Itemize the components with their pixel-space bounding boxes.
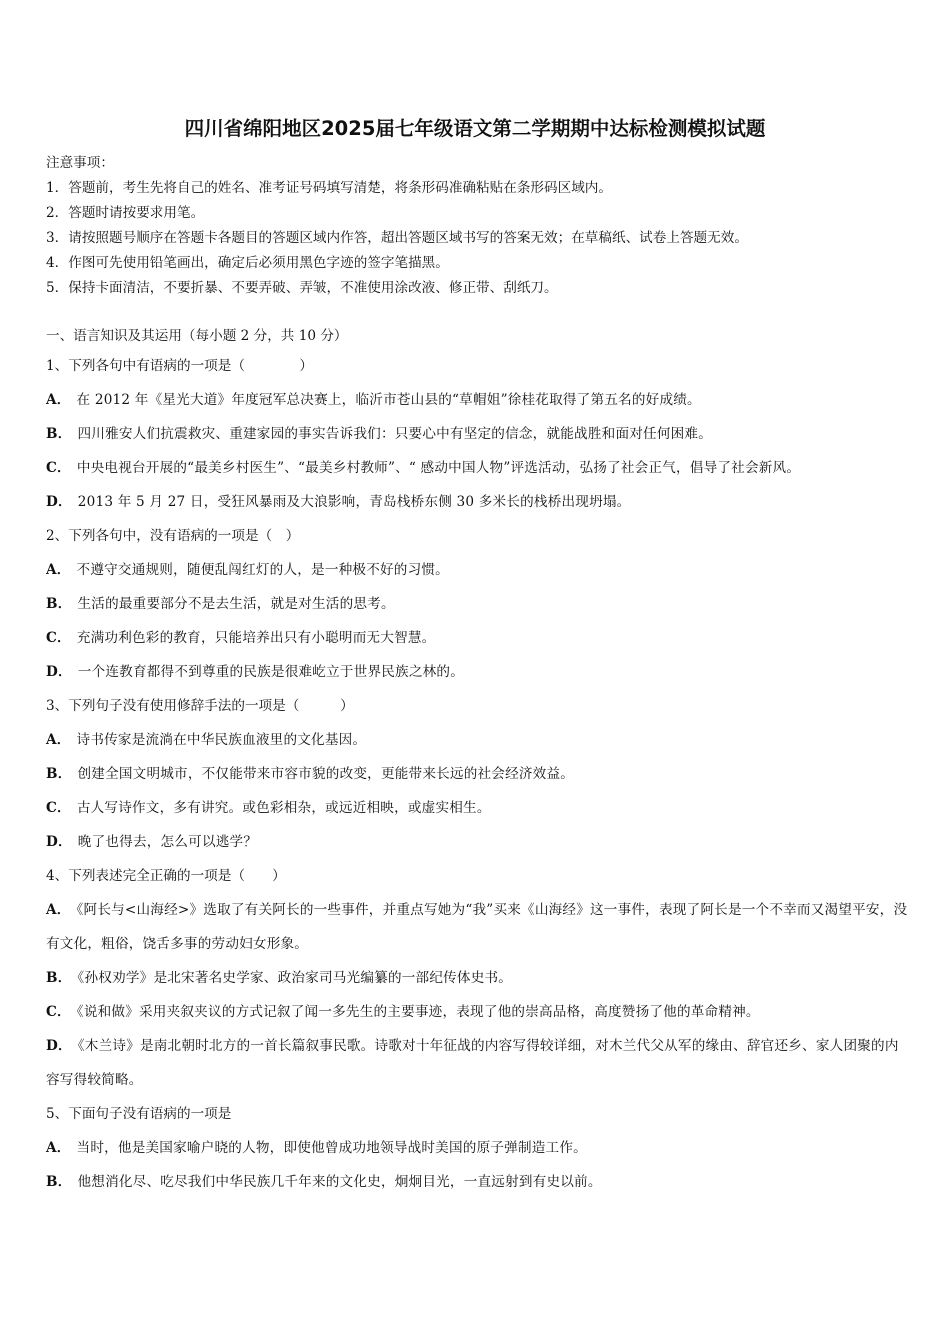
- option-text: 晚了也得去，怎么可以逃学？: [77, 834, 258, 850]
- option-text: 当时，他是美国家喻户晓的人物，即使他曾成功地领导战时美国的原子弹制造工作。: [76, 1140, 587, 1156]
- option-text: 在 2012 年《星光大道》年度冠军总决赛上，临沂市苍山县的“草帽姐”徐桂花取得了第五名的好成绩。: [76, 392, 701, 408]
- question-5: [46, 1097, 912, 1199]
- option-label: B．: [46, 596, 72, 612]
- option-label: C．: [46, 630, 71, 646]
- notes-item: 1．答题前，考生先将自己的姓名、准考证号码填写清楚，将条形码准确粘贴在条形码区域内。: [46, 180, 612, 196]
- option-label: B．: [46, 970, 72, 986]
- question-stem: 3、下列句子没有使用修辞手法的一项是（ ）: [46, 698, 354, 714]
- option-label: A．: [46, 392, 71, 408]
- option-a: [46, 383, 912, 417]
- option-c: [46, 451, 912, 485]
- question-stem: 4、下列表述完全正确的一项是（ ）: [46, 868, 286, 884]
- notes-item: 5．保持卡面清洁，不要折暴、不要弄破、弄皱，不准使用涂改液、修正带、刮纸刀。: [46, 280, 558, 296]
- option-d: [46, 1029, 912, 1097]
- notes-block: [46, 151, 916, 301]
- option-label: C．: [46, 800, 71, 816]
- notes-item: 2．答题时请按要求用笔。: [46, 205, 205, 221]
- option-text: 一个连教育都得不到尊重的民族是很难屹立于世界民族之林的。: [77, 664, 465, 680]
- option-label: C．: [46, 460, 71, 476]
- option-label: A．: [46, 902, 71, 918]
- option-d: [46, 825, 912, 859]
- option-text: 2013 年 5 月 27 日，受狂风暴雨及大浪影响，青岛栈桥东侧 30 多米长的栈桥出现坍塌。: [77, 494, 631, 510]
- option-label: A．: [46, 732, 71, 748]
- option-label: A．: [46, 1140, 71, 1156]
- option-label: D．: [46, 1038, 72, 1054]
- question-stem: 5、下面句子没有语病的一项是: [46, 1106, 232, 1122]
- option-text: 诗书传家是流淌在中华民族血液里的文化基因。: [76, 732, 367, 748]
- option-label: A．: [46, 562, 71, 578]
- option-d: [46, 485, 912, 519]
- notes-item: 3．请按照题号顺序在答题卡各题目的答题区域内作答，超出答题区域书写的答案无效；在草稿纸、试卷上答题无效。: [46, 230, 748, 246]
- option-text: 古人写诗作文，多有讲究。或色彩相杂，或远近相映，或虚实相生。: [76, 800, 491, 816]
- option-b: [46, 961, 912, 995]
- option-label: C．: [46, 1004, 71, 1020]
- option-label: D．: [46, 664, 72, 680]
- option-text: 中央电视台开展的“最美乡村医生”、“最美乡村教师”、“ 感动中国人物”评选活动，弘扬了社会正气，倡导了社会新风。: [76, 460, 801, 476]
- option-a: [46, 723, 912, 757]
- questions-area: [46, 323, 912, 1199]
- option-a: [46, 553, 912, 587]
- notes-heading: 注意事项：: [46, 155, 114, 171]
- page-title: 四川省绵阳地区2025届七年级语文第二学期期中达标检测模拟试题: [184, 117, 766, 140]
- option-label: D．: [46, 494, 72, 510]
- question-2: [46, 519, 912, 689]
- option-c: [46, 621, 912, 655]
- option-label: B．: [46, 766, 72, 782]
- option-text: 生活的最重要部分不是去生活，就是对生活的思考。: [77, 596, 395, 612]
- option-a: [46, 1131, 912, 1165]
- option-b: [46, 587, 912, 621]
- option-c: [46, 995, 912, 1029]
- option-label: B．: [46, 426, 72, 442]
- option-text: 不遵守交通规则，随便乱闯红灯的人，是一种极不好的习惯。: [76, 562, 449, 578]
- option-text: 四川雅安人们抗震救灾、重建家园的事实告诉我们：只要心中有坚定的信念，就能战胜和面对任何困难。: [77, 426, 712, 442]
- option-a: [46, 893, 912, 961]
- option-text: 创建全国文明城市，不仅能带来市容市貌的改变，更能带来长远的社会经济效益。: [77, 766, 575, 782]
- option-label: B．: [46, 1174, 72, 1190]
- option-text: 《木兰诗》是南北朝时北方的一首长篇叙事民歌。诗歌对十年征战的内容写得较详细，对木兰代父从军的缘由、辞官还乡、家人团聚的内容写得较简略。: [46, 1038, 899, 1088]
- option-text: 《说和做》采用夹叙夹议的方式记叙了闻一多先生的主要事迹，表现了他的崇高品格，高度赞扬了他的革命精神。: [76, 1004, 760, 1020]
- option-d: [46, 655, 912, 689]
- question-stem: 1、下列各句中有语病的一项是（ ）: [46, 358, 313, 374]
- option-b: [46, 757, 912, 791]
- option-label: D．: [46, 834, 72, 850]
- option-text: 《阿长与<山海经>》选取了有关阿长的一些事件，并重点写她为“我”买来《山海经》这一事件，表现了阿长是一个不幸而又渴望平安，没有文化，粗俗，饶舌多事的劳动妇女形象。: [46, 902, 908, 952]
- question-1: [46, 349, 912, 519]
- option-text: 他想消化尽、吃尽我们中华民族几千年来的文化史，炯炯目光，一直远射到有史以前。: [77, 1174, 602, 1190]
- option-b: [46, 1165, 912, 1199]
- option-c: [46, 791, 912, 825]
- question-4: [46, 859, 912, 1097]
- section-heading: 一、语言知识及其运用（每小题 2 分，共 10 分）: [46, 328, 348, 344]
- question-stem: 2、下列各句中，没有语病的一项是（ ）: [46, 528, 300, 544]
- option-text: 《孙权劝学》是北宋著名史学家、政治家司马光编纂的一部纪传体史书。: [77, 970, 513, 986]
- option-b: [46, 417, 912, 451]
- notes-item: 4．作图可先使用铅笔画出，确定后必须用黑色字迹的签字笔描黑。: [46, 255, 449, 271]
- question-3: [46, 689, 912, 859]
- option-text: 充满功利色彩的教育，只能培养出只有小聪明而无大智慧。: [76, 630, 436, 646]
